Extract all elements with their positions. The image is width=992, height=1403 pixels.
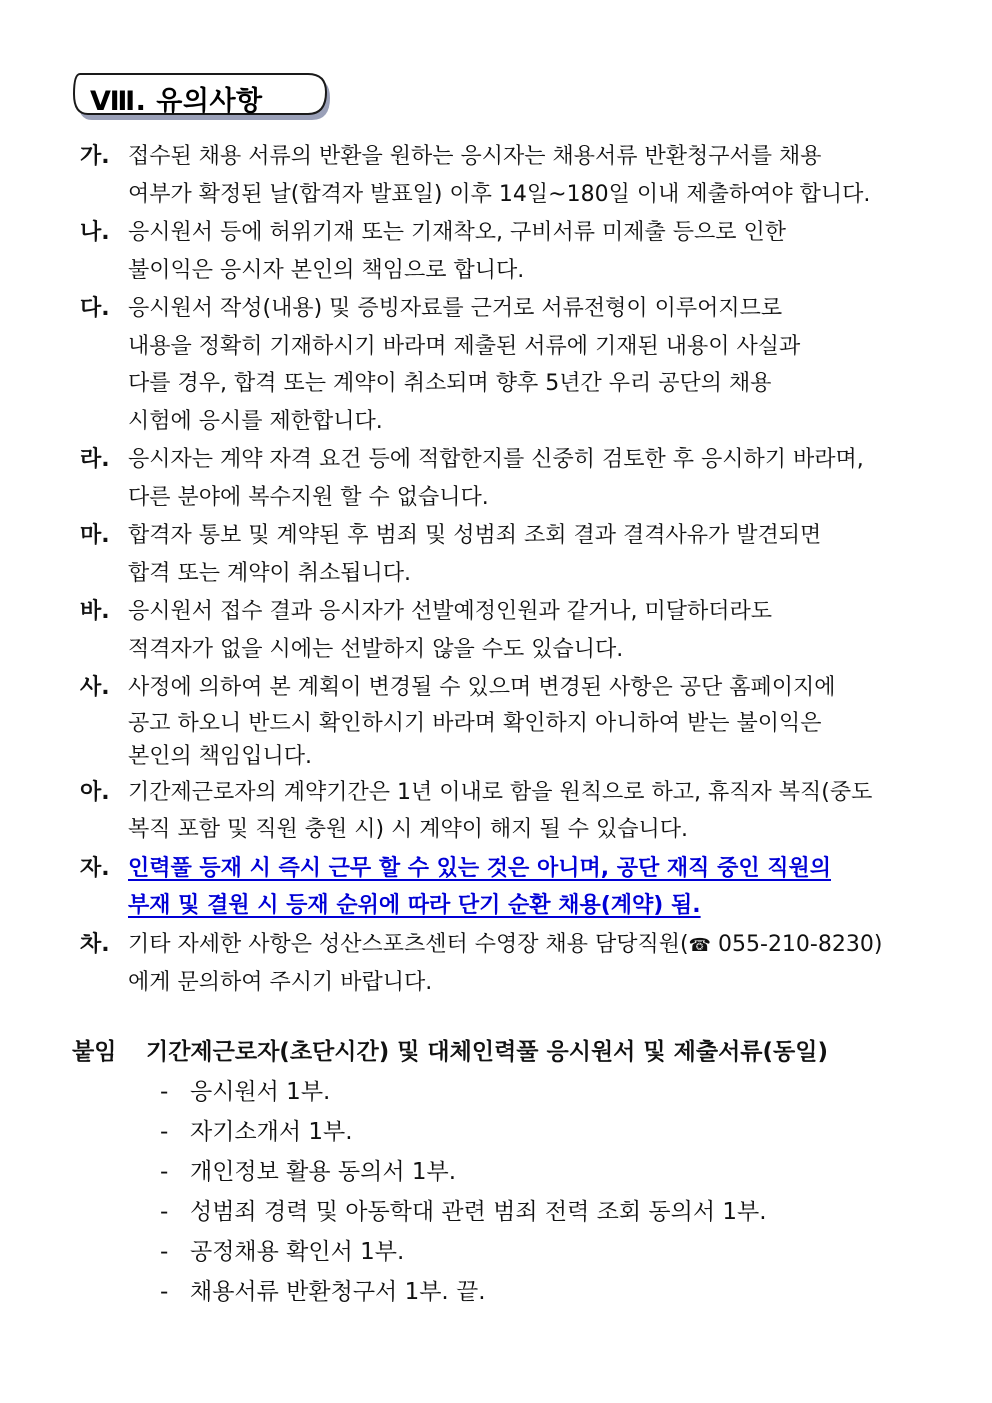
dash-bullet: -: [160, 1119, 169, 1145]
dash-bullet: -: [160, 1279, 169, 1305]
list-item: [72, 1072, 952, 1112]
notice-item-contact: [80, 926, 930, 1002]
item-label: 자.: [80, 855, 110, 881]
notice-item: [80, 138, 930, 213]
item-label: 차.: [80, 931, 110, 957]
item-label: 다.: [80, 296, 110, 321]
highlighted-text: 인력풀 등재 시 즉시 근무 할 수 있는 것은 아니며, 공단 재직 중인 직원의: [128, 855, 831, 881]
item-text: 본인의 책임입니다.: [128, 743, 313, 769]
attachment-heading: [72, 1033, 952, 1066]
list-item: [72, 1152, 952, 1192]
item-text: 접수된 채용 서류의 반환을 원하는 응시자는 채용서류 반환청구서를 채용: [128, 144, 822, 169]
item-text: 응시자는 계약 자격 요건 등에 적합한지를 신중히 검토한 후 응시하기 바라며,: [128, 447, 864, 472]
list-item: [72, 1232, 952, 1272]
notice-item: [80, 774, 930, 849]
item-text: 합격 또는 계약이 취소됩니다.: [128, 560, 411, 586]
item-text: 다를 경우, 합격 또는 계약이 취소되며 향후 5년간 우리 공단의 채용: [128, 371, 772, 396]
notice-item: [80, 593, 930, 668]
list-item-text: 개인정보 활용 동의서 1부.: [190, 1159, 457, 1185]
item-text: 내용을 정확히 기재하시기 바라며 제출된 서류에 기재된 내용이 사실과: [128, 333, 801, 359]
item-label: 나.: [80, 220, 110, 245]
item-text: 에게 문의하여 주시기 바랍니다.: [128, 970, 433, 995]
list-item-text: 채용서류 반환청구서 1부. 끝.: [190, 1279, 486, 1305]
list-item: [72, 1192, 952, 1232]
attachment-title: 기간제근로자(초단시간) 및 대체인력풀 응시원서 및 제출서류(동일): [146, 1039, 828, 1065]
item-label: 마.: [80, 523, 110, 548]
item-label: 라.: [80, 447, 110, 472]
item-text: 불이익은 응시자 본인의 책임으로 합니다.: [128, 257, 525, 283]
item-label: 바.: [80, 599, 110, 624]
item-text: 여부가 확정된 날(합격자 발표일) 이후 14일~180일 이내 제출하여야 합니다.: [128, 181, 871, 207]
list-item-text: 성범죄 경력 및 아동학대 관련 범죄 전력 조회 동의서 1부.: [190, 1199, 767, 1225]
item-text: 응시원서 등에 허위기재 또는 기재착오, 구비서류 미제출 등으로 인한: [128, 220, 786, 245]
item-text: 공고 하오니 반드시 확인하시기 바라며 확인하지 아니하여 받는 불이익은: [128, 710, 822, 736]
section-title-box: [72, 70, 327, 120]
phone-icon: ☎: [688, 934, 712, 956]
phone-number: 055-210-8230): [711, 931, 883, 957]
item-text: 응시원서 접수 결과 응시자가 선발예정인원과 같거나, 미달하더라도: [128, 599, 773, 624]
item-text: 사정에 의하여 본 계획이 변경될 수 있으며 변경된 사항은 공단 홈페이지에: [128, 675, 836, 700]
list-item: [72, 1112, 952, 1152]
attachment-list: [72, 1072, 952, 1312]
highlighted-text: 부재 및 결원 시 등재 순위에 따라 단기 순환 채용(계약) 됨.: [128, 893, 701, 918]
item-label: 사.: [80, 675, 110, 700]
item-text: 기간제근로자의 계약기간은 1년 이내로 함을 원칙으로 하고, 휴직자 복직(중도: [128, 779, 873, 805]
item-text: 다른 분야에 복수지원 할 수 없습니다.: [128, 484, 489, 510]
list-item-text: 응시원서 1부.: [190, 1079, 331, 1105]
item-text: 복직 포함 및 직원 충원 시) 시 계약이 해지 될 수 있습니다.: [128, 817, 689, 842]
item-label: 가.: [80, 144, 110, 169]
attachment-section: [72, 1033, 952, 1312]
notice-item: [80, 290, 930, 440]
dash-bullet: -: [160, 1159, 169, 1185]
list-item: [72, 1272, 952, 1312]
item-text: 응시원서 작성(내용) 및 증빙자료를 근거로 서류전형이 이루어지므로: [128, 296, 783, 321]
notice-list: [80, 138, 930, 1002]
dash-bullet: -: [160, 1079, 169, 1105]
item-text: 시험에 응시를 제한합니다.: [128, 408, 383, 434]
section-title: Ⅷ. 유의사항: [90, 86, 263, 117]
dash-bullet: -: [160, 1199, 169, 1225]
list-item-text: 공정채용 확인서 1부.: [190, 1239, 405, 1265]
list-item-text: 자기소개서 1부.: [190, 1119, 353, 1145]
notice-item: [80, 441, 930, 516]
notice-item-highlighted: [80, 850, 930, 925]
item-text: 기타 자세한 사항은 성산스포츠센터 수영장 채용 담당직원(: [128, 931, 689, 957]
dash-bullet: -: [160, 1239, 169, 1265]
item-label: 아.: [80, 779, 110, 805]
notice-item: [80, 517, 930, 592]
notice-item: [80, 214, 930, 289]
contact-line: [128, 926, 930, 965]
notice-item: [80, 669, 930, 773]
item-text: 합격자 통보 및 계약된 후 범죄 및 성범죄 조회 결과 결격사유가 발견되면: [128, 523, 822, 548]
attachment-label: 붙임: [72, 1039, 117, 1065]
item-text: 적격자가 없을 시에는 선발하지 않을 수도 있습니다.: [128, 636, 624, 662]
